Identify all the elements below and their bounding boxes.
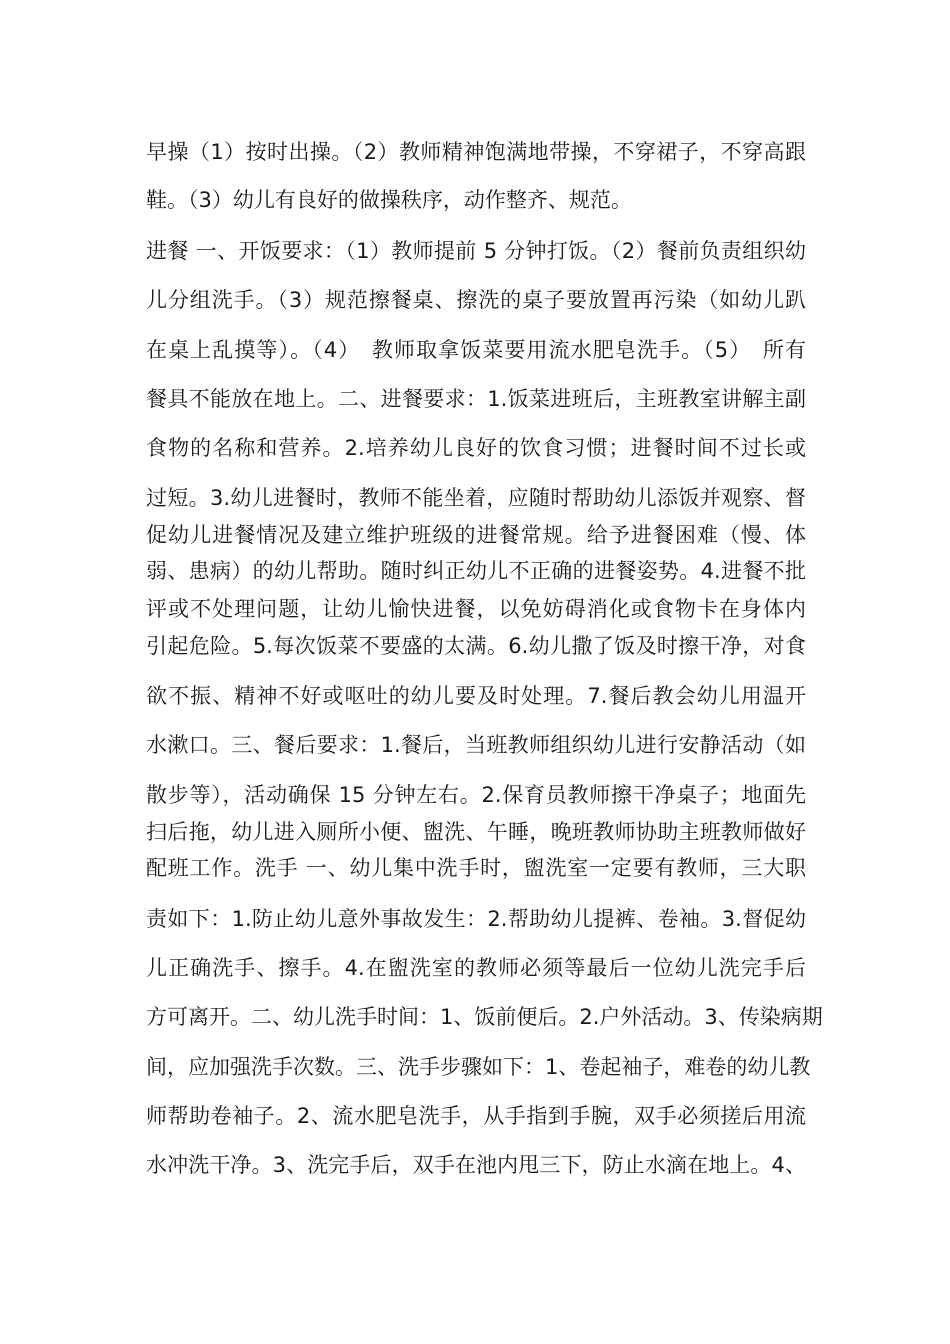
text-line: 引起危险。5.每次饭菜不要盛的太满。6.幼儿撒了饭及时擦干净，对食 (146, 634, 806, 658)
text-line: 欲不振、精神不好或呕吐的幼儿要及时处理。7.餐后教会幼儿用温开 (146, 684, 806, 708)
text-line: 评或不处理问题，让幼儿愉快进餐，以免妨碍消化或食物卡在身体内 (146, 597, 806, 621)
text-line: 食物的名称和营养。2.培养幼儿良好的饮食习惯；进餐时间不过长或 (146, 436, 806, 460)
text-line: 早操（1）按时出操。（2）教师精神饱满地带操，不穿裙子，不穿高跟 (146, 140, 806, 164)
text-line: 过短。3.幼儿进餐时，教师不能坐着，应随时帮助幼儿添饭并观察、督 (146, 486, 806, 510)
text-line: 师帮助卷袖子。2、流水肥皂洗手，从手指到手腕，双手必须搓后用流 (146, 1104, 806, 1128)
text-line: 配班工作。洗手 一、幼儿集中洗手时，盥洗室一定要有教师，三大职 (146, 856, 806, 880)
text-line: 促幼儿进餐情况及建立维护班级的进餐常规。给予进餐困难（慢、体 (146, 523, 806, 547)
text-line: 在桌上乱摸等）。（4） 教师取拿饭菜要用流水肥皂洗手。（5） 所有 (146, 338, 806, 362)
text-line: 鞋。（3）幼儿有良好的做操秩序，动作整齐、规范。 (146, 188, 632, 212)
text-line: 间，应加强洗手次数。三、洗手步骤如下：1、卷起袖子，难卷的幼儿教 (146, 1055, 811, 1079)
text-line: 餐具不能放在地上。二、进餐要求：1.饭菜进班后，主班教室讲解主副 (146, 387, 806, 411)
text-line: 水冲洗干净。3、洗完手后，双手在池内甩三下，防止水滴在地上。4、 (146, 1153, 806, 1177)
text-line: 扫后拖，幼儿进入厕所小便、盥洗、午睡，晚班教师协助主班教师做好 (146, 820, 806, 844)
text-line: 儿正确洗手、擦手。4.在盥洗室的教师必须等最后一位幼儿洗完手后 (146, 956, 806, 980)
text-line: 水漱口。三、餐后要求：1.餐后，当班教师组织幼儿进行安静活动（如 (146, 733, 806, 757)
text-line: 责如下：1.防止幼儿意外事故发生：2.帮助幼儿提裤、卷袖。3.督促幼 (146, 907, 806, 931)
text-line: 进餐 一、开饭要求：（1）教师提前 5 分钟打饭。（2）餐前负责组织幼 (146, 239, 806, 263)
text-line: 弱、患病）的幼儿帮助。随时纠正幼儿不正确的进餐姿势。4.进餐不批 (146, 559, 806, 583)
text-line: 方可离开。二、幼儿洗手时间：1、饭前便后。2.户外活动。3、传染病期 (146, 1005, 823, 1029)
text-line: 散步等），活动确保 15 分钟左右。2.保育员教师擦干净桌子；地面先 (146, 783, 806, 807)
text-line: 儿分组洗手。（3）规范擦餐桌、擦洗的桌子要放置再污染（如幼儿趴 (146, 288, 806, 312)
